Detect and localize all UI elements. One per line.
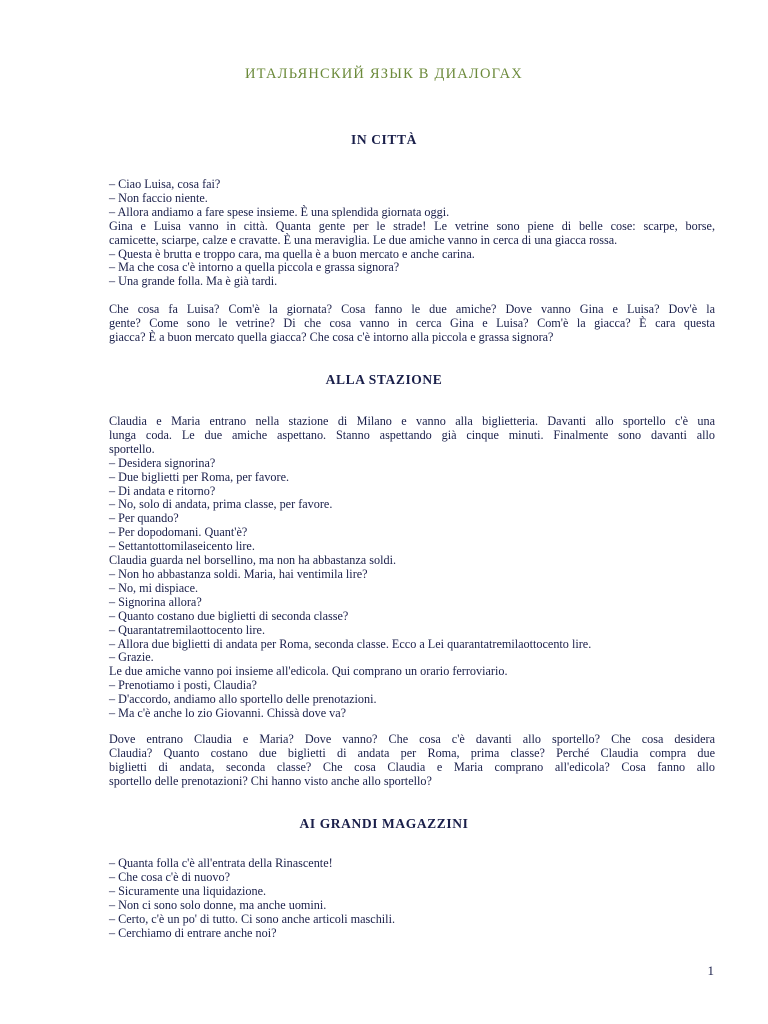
section-heading-ai-grandi-magazzini: AI GRANDI MAGAZZINI [299,816,469,831]
question-line: giacca? È a buon mercato quella giacca? Che cosa c'è intorno alla piccola e grassa signora? [109,329,554,344]
questions-in-citta [109,303,715,345]
narrative-line: Gina e Luisa vanno in città. Quanta gente per le strade! Le vetrine sono piene di belle cose: scarpe, borse, [109,218,715,233]
dialogue-line: – Che cosa c'è di nuovo? [109,869,230,884]
dialogue-line: – D'accordo, andiamo allo sportello delle prenotazioni. [109,692,377,707]
dialogue-in-citta [109,178,715,289]
dialogue-alla-stazione [109,415,715,721]
dialogue-line: – Quanto costano due biglietti di seconda classe? [109,608,349,623]
document-title: ИТАЛЬЯНСКИЙ ЯЗЫК В ДИАЛОГАХ [245,66,523,82]
question-line: Dove entrano Claudia e Maria? Dove vanno? Che cosa c'è davanti allo sportello? Che cosa desidera [109,732,715,746]
dialogue-line: – Quanta folla c'è all'entrata della Rinascente! [109,856,333,870]
dialogue-line: – Ciao Luisa, cosa fai? [109,177,221,191]
narrative-line: sportello. [109,441,155,456]
dialogue-line: – Sicuramente una liquidazione. [109,883,267,898]
dialogue-line: – No, mi dispiace. [109,580,199,595]
dialogue-line: – Non ho abbastanza soldi. Maria, hai ventimila lire? [109,566,368,581]
dialogue-line: – Settantottomilaseicento lire. [109,539,255,554]
question-line: Claudia? Quanto costano due biglietti di andata per Roma, prima classe? Perché Claudia compra due [109,745,715,760]
dialogue-ai-grandi-magazzini [109,857,715,940]
dialogue-line: – No, solo di andata, prima classe, per favore. [109,497,333,512]
dialogue-line: – Allora due biglietti di andata per Roma, seconda classe. Ecco a Lei quarantatremilaottocento lire. [109,636,592,651]
dialogue-line: – Per dopodomani. Quant'è? [109,525,248,540]
section-heading-alla-stazione: ALLA STAZIONE [325,372,443,387]
dialogue-line: – Non faccio niente. [109,190,208,205]
narrative-line: lunga coda. Le due amiche aspettano. Stanno aspettando già cinque minuti. Finalmente sono davanti allo [109,427,715,442]
dialogue-line: – Una grande folla. Ma è già tardi. [109,274,278,289]
narrative-line: Claudia guarda nel borsellino, ma non ha abbastanza soldi. [109,553,397,568]
dialogue-line: – Grazie. [109,650,154,665]
dialogue-line: – Ma c'è anche lo zio Giovanni. Chissà dove va? [109,706,347,721]
dialogue-line: – Signorina allora? [109,594,202,609]
page-number: 1 [707,963,714,978]
section-heading-in-citta: IN CITTÀ [351,132,417,147]
dialogue-line: – Cerchiamo di entrare anche noi? [109,925,277,940]
dialogue-line: – Allora andiamo a fare spese insieme. È una splendida giornata oggi. [109,204,450,219]
question-line: sportello delle prenotazioni? Chi hanno visto anche allo sportello? [109,773,432,788]
narrative-line: Le due amiche vanno poi insieme all'edicola. Qui comprano un orario ferroviario. [109,664,508,679]
dialogue-line: – Questa è brutta e troppo cara, ma quella è a buon mercato e anche carina. [109,246,475,261]
dialogue-line: – Per quando? [109,511,179,526]
dialogue-line: – Non ci sono solo donne, ma anche uomini. [109,897,327,912]
narrative-line: Claudia e Maria entrano nella stazione di Milano e vanno alla biglietteria. Davanti allo sportello c'è una [109,414,715,428]
dialogue-line: – Prenotiamo i posti, Claudia? [109,678,257,693]
dialogue-line: – Di andata e ritorno? [109,483,216,498]
question-line: Che cosa fa Luisa? Com'è la giornata? Cosa fanno le due amiche? Dove vanno Gina e Luisa? Dov'è la [109,302,715,316]
narrative-line: camicette, sciarpe, calze e cravatte. È una meraviglia. Le due amiche vanno in cerca di una giacca rossa. [109,232,618,247]
question-line: gente? Come sono le vetrine? Di che cosa vanno in cerca Gina e Luisa? Com'è la giacca? È cara questa [109,315,715,330]
dialogue-line: – Certo, c'è un po' di tutto. Ci sono anche articoli maschili. [109,911,396,926]
dialogue-line: – Desidera signorina? [109,455,216,470]
question-line: biglietti di andata, seconda classe? Che cosa Claudia e Maria comprano all'edicola? Cosa fanno allo [109,759,715,774]
questions-alla-stazione [109,733,715,789]
dialogue-line: – Due biglietti per Roma, per favore. [109,469,290,484]
dialogue-line: – Ma che cosa c'è intorno a quella piccola e grassa signora? [109,260,400,275]
dialogue-line: – Quarantatremilaottocento lire. [109,622,266,637]
